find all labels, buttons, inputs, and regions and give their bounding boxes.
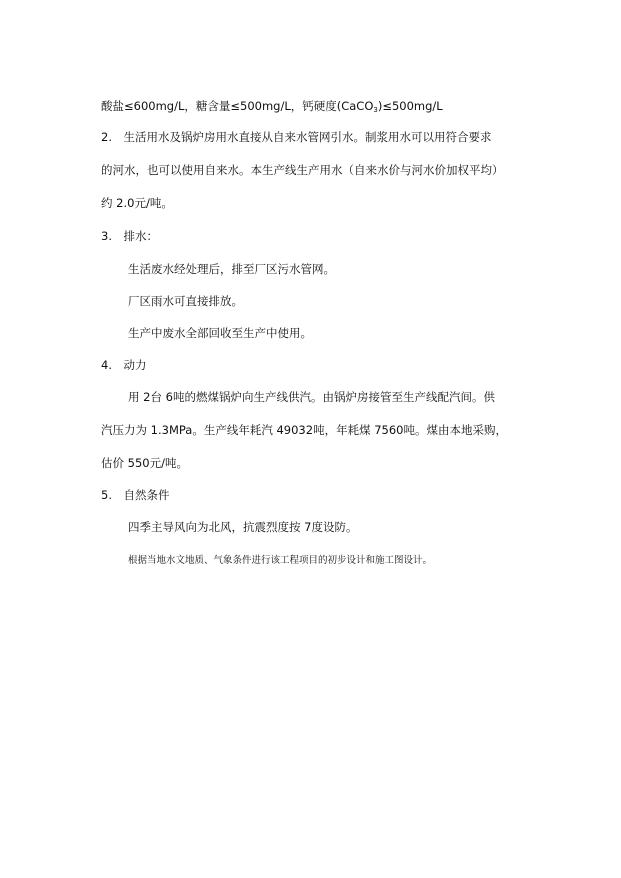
text-line-14: 四季主导风向为北风，抗震烈度按 7度设防。 — [128, 520, 358, 534]
section-heading-natural-conditions: 5. 自然条件 — [101, 488, 170, 502]
text-line-12: 估价 550元/吨。 — [101, 456, 188, 470]
text-line-11: 汽压力为 1.3MPa。生产线年耗汽 49032吨，年耗煤 7560吨。煤由本地采购， — [101, 423, 507, 437]
text-line-1: 酸盐≤600mg/L，糖含量≤500mg/L，钙硬度(CaCO$_3$)≤500mg/L — [101, 99, 443, 114]
text-line-15: 根据当地水文地质、气象条件进行该工程项目的初步设计和施工图设计。 — [128, 555, 433, 566]
text-line-2: 2. 生活用水及锅炉房用水直接从自来水管网引水。制浆用水可以用符合要求 — [101, 130, 492, 144]
section-heading-drainage: 3. 排水： — [101, 229, 158, 243]
text-line-6: 生活废水经处理后，排至厂区污水管网。 — [128, 262, 335, 276]
text-line-10: 用 2台 6吨的燃煤锅炉向生产线供汽。由锅炉房接管至生产线配汽间。供 — [128, 390, 495, 404]
text-line-3: 的河水，也可以使用自来水。本生产线生产用水（自来水价与河水价加权平均） — [101, 163, 504, 177]
text-line-7: 厂区雨水可直接排放。 — [128, 294, 243, 308]
text-line-4: 约 2.0元/吨。 — [101, 196, 173, 210]
section-heading-power: 4. 动力 — [101, 358, 147, 372]
text-line-8: 生产中废水全部回收至生产中使用。 — [128, 326, 312, 340]
